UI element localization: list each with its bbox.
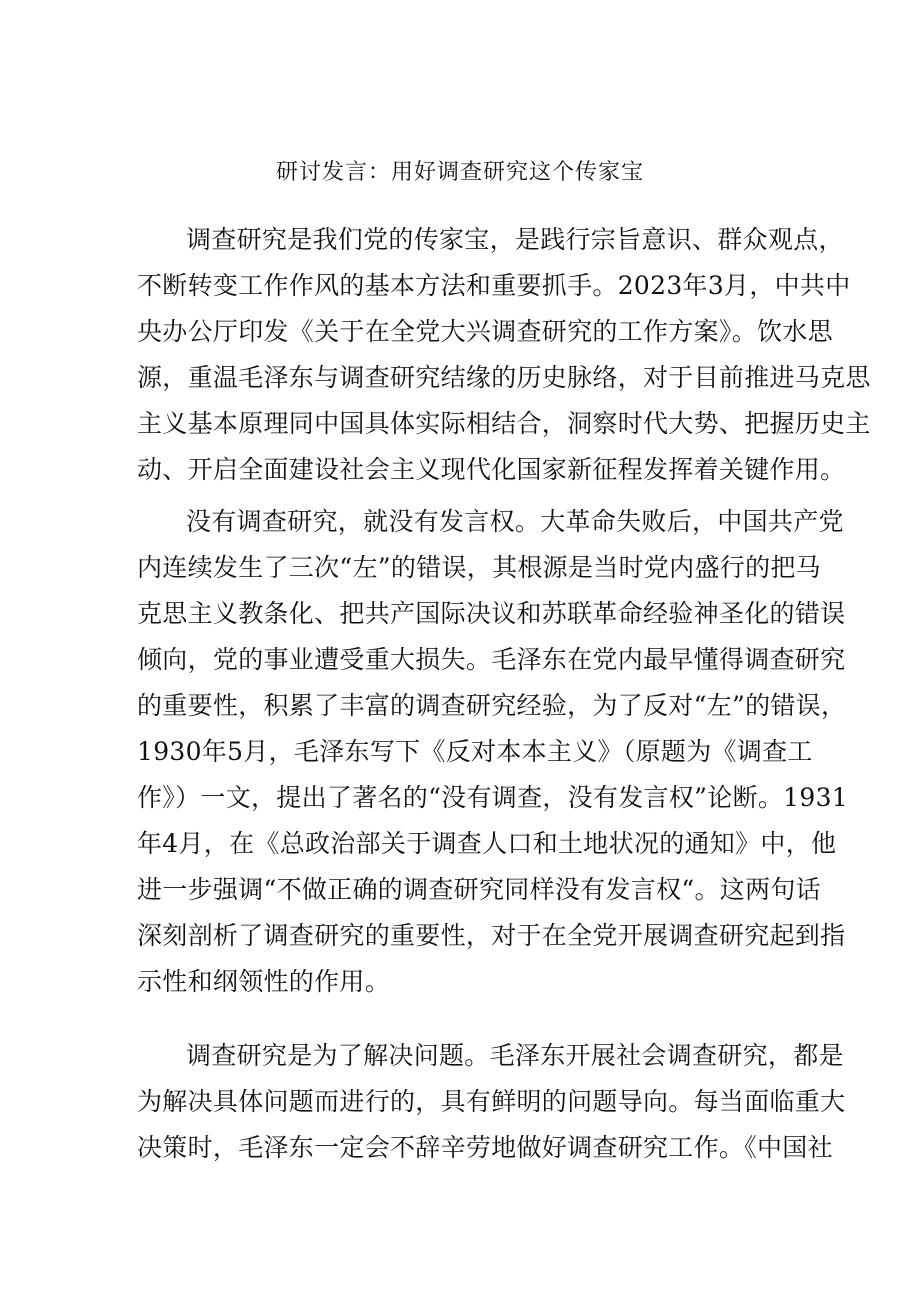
paragraph-2-line-9: 进一步强调“不做正确的调查研究同样没有发言权“。这两句话 (137, 875, 821, 904)
paragraph-2-line-6: 1930年5月，毛泽东写下《反对本本主义》（原题为《调查工 (137, 737, 813, 766)
paragraph-1-line-1: 调查研究是我们党的传家宝，是践行宗旨意识、群众观点， (186, 225, 844, 254)
paragraph-2-line-1: 没有调查研究，就没有发言权。大革命失败后，中国共产党 (186, 507, 844, 536)
paragraph-2-line-2: 内连续发生了三次“左”的错误，其根源是当时党内盛行的把马 (137, 553, 821, 582)
paragraph-1-line-2: 不断转变工作作风的基本方法和重要抓手。2023年3月，中共中 (137, 271, 851, 300)
paragraph-2-line-8: 年4月，在《总政治部关于调查人口和土地状况的通知》中，他 (137, 829, 837, 858)
paragraph-2-line-10: 深刻剖析了调查研究的重要性，对于在全党开展调查研究起到指 (137, 921, 846, 950)
paragraph-1-line-6: 动、开启全面建设社会主义现代化国家新征程发挥着关键作用。 (137, 455, 846, 484)
paragraph-2-line-5: 的重要性，积累了丰富的调查研究经验，为了反对“左”的错误， (137, 691, 847, 720)
paragraph-1-line-5: 主义基本原理同中国具体实际相结合，洞察时代大势、把握历史主 (137, 409, 871, 438)
paragraph-1-line-3: 央办公厅印发《关于在全党大兴调查研究的工作方案》。饮水思 (137, 317, 833, 346)
paragraph-2-line-3: 克思主义教条化、把共产国际决议和苏联革命经验神圣化的错误 (137, 599, 846, 628)
paragraph-3-line-1: 调查研究是为了解决问题。毛泽东开展社会调查研究，都是 (186, 1041, 844, 1070)
page-title: 研讨发言：用好调查研究这个传家宝 (275, 160, 644, 185)
paragraph-2-line-11: 示性和纲领性的作用。 (137, 967, 391, 996)
paragraph-3-line-3: 决策时，毛泽东一定会不辞辛劳地做好调查研究工作。《中国社 (137, 1133, 833, 1162)
paragraph-2-line-4: 倾向，党的事业遭受重大损失。毛泽东在党内最早懂得调查研究 (137, 645, 846, 674)
paragraph-3-line-2: 为解决具体问题而进行的，具有鲜明的问题导向。每当面临重大 (137, 1087, 846, 1116)
paragraph-2-line-7: 作》）一文，提出了著名的“没有调查，没有发言权”论断。1931 (137, 783, 848, 812)
paragraph-1-line-4: 源，重温毛泽东与调查研究结缘的历史脉络，对于目前推进马克思 (137, 363, 871, 392)
